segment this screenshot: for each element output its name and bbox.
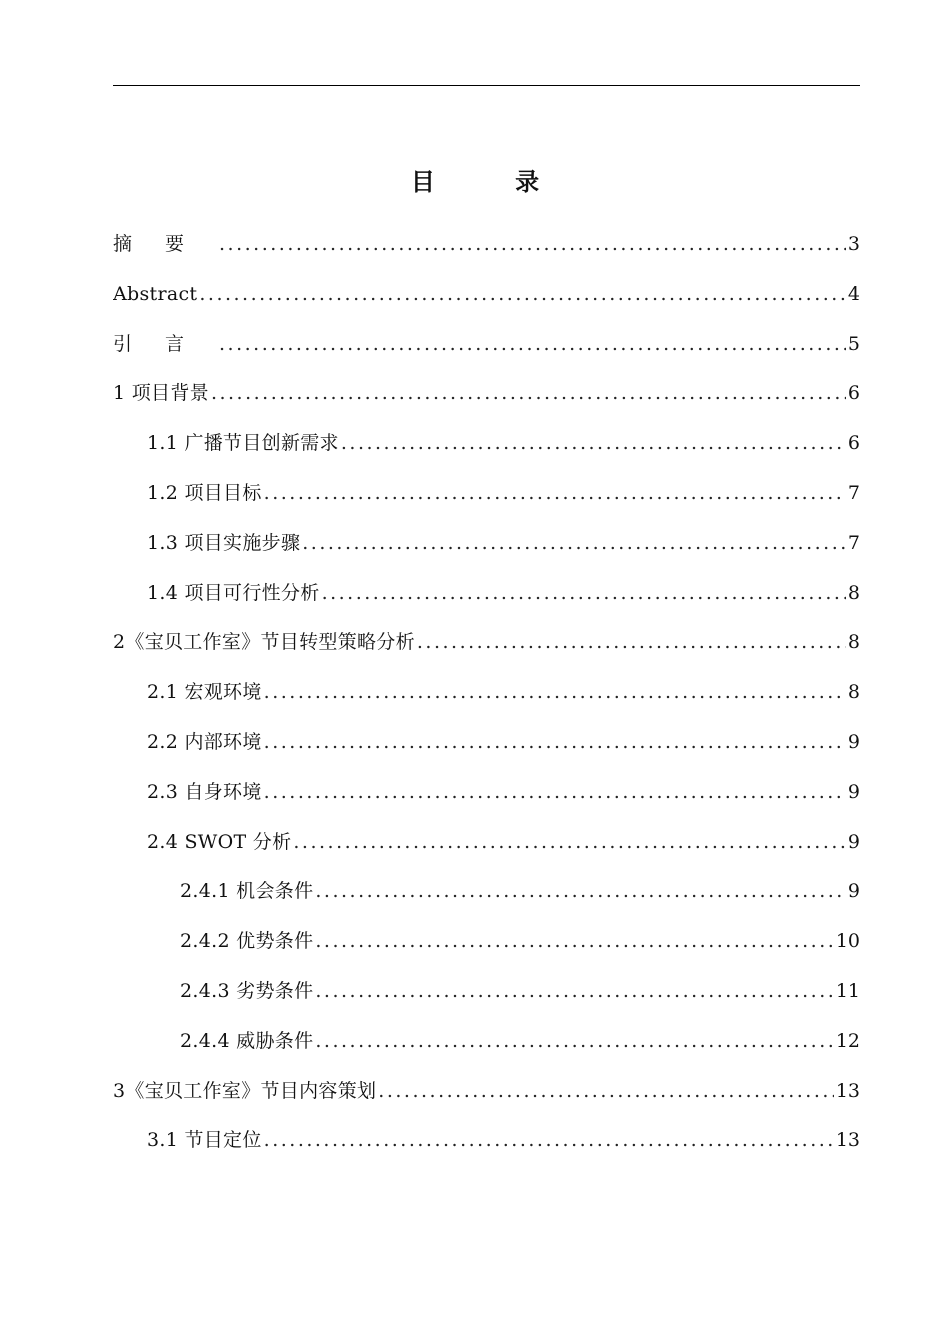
toc-entry-label: 2.3 自身环境 (147, 780, 262, 803)
toc-page-number: 11 (835, 979, 860, 1002)
toc-dot-leader (264, 774, 846, 810)
toc-entry-label: 1.1 广播节目创新需求 (147, 432, 339, 455)
toc-entry[interactable] (113, 425, 860, 475)
toc-entry-label: 3《宝贝工作室》节目内容策划 (113, 1079, 377, 1102)
toc-dot-leader (315, 1023, 833, 1059)
toc-dot-leader (264, 674, 846, 710)
toc-dot-leader (302, 525, 846, 561)
toc-entry[interactable] (113, 1023, 860, 1073)
toc-page-number: 12 (835, 1029, 860, 1052)
toc-dot-leader (219, 326, 846, 362)
toc-page-number: 13 (835, 1129, 860, 1152)
toc-dot-leader (322, 575, 846, 611)
toc-dot-leader (199, 276, 846, 312)
toc-entry[interactable] (113, 774, 860, 824)
toc-page-number: 7 (847, 481, 860, 504)
toc-entry-label: 2.2 内部环境 (147, 730, 262, 753)
toc-entry[interactable] (113, 575, 860, 625)
toc-page-number: 8 (847, 681, 860, 704)
toc-page-number: 5 (847, 332, 860, 355)
toc-entry[interactable] (113, 824, 860, 874)
toc-entry-label: 3.1 节目定位 (147, 1129, 262, 1152)
toc-entry-label: 1 项目背景 (113, 382, 209, 405)
toc-entry[interactable] (113, 475, 860, 525)
toc-entry[interactable] (113, 873, 860, 923)
toc-page-number: 13 (835, 1079, 860, 1102)
toc-page-number: 6 (847, 382, 860, 405)
toc-dot-leader (264, 1122, 834, 1158)
toc-dot-leader (378, 1073, 834, 1109)
toc-entry[interactable] (113, 923, 860, 973)
toc-dot-leader (315, 873, 846, 909)
toc-entry-label: 2《宝贝工作室》节目转型策略分析 (113, 631, 415, 654)
toc-entry[interactable] (113, 525, 860, 575)
header-rule (113, 85, 860, 86)
toc-entry-label: 1.4 项目可行性分析 (147, 581, 320, 604)
toc-dot-leader (293, 824, 846, 860)
toc-page-number: 9 (847, 880, 860, 903)
toc-entry[interactable] (113, 624, 860, 674)
toc-page-number: 10 (835, 930, 860, 953)
toc-page-number: 9 (847, 780, 860, 803)
toc-page-number: 8 (847, 631, 860, 654)
toc-dot-leader (264, 475, 846, 511)
toc-entry[interactable] (113, 226, 860, 276)
toc-page-number: 4 (847, 282, 860, 305)
table-of-contents (113, 226, 860, 1172)
toc-entry[interactable] (113, 375, 860, 425)
toc-dot-leader (417, 624, 846, 660)
toc-dot-leader (219, 226, 846, 262)
toc-page-number: 3 (847, 233, 860, 255)
toc-dot-leader (315, 923, 833, 959)
toc-entry-label: 2.4.1 机会条件 (180, 880, 314, 903)
toc-entry-label: 2.4.2 优势条件 (180, 930, 314, 953)
toc-entry-label: 2.4 SWOT 分析 (147, 830, 292, 853)
toc-entry[interactable] (113, 1122, 860, 1172)
toc-entry[interactable] (113, 326, 860, 376)
toc-page-number: 9 (847, 730, 860, 753)
toc-title: 目 录 (410, 168, 576, 197)
toc-entry-label: 引言 (113, 332, 218, 355)
toc-entry[interactable] (113, 724, 860, 774)
toc-entry[interactable] (113, 674, 860, 724)
toc-entry-label: 1.2 项目目标 (147, 481, 262, 504)
toc-page-number: 8 (847, 581, 860, 604)
toc-page-number: 9 (847, 830, 860, 853)
toc-entry-label: 1.3 项目实施步骤 (147, 531, 301, 554)
toc-entry-label: 摘要 (113, 233, 218, 255)
toc-entry[interactable] (113, 1073, 860, 1123)
toc-page-number: 7 (847, 531, 860, 554)
toc-entry[interactable] (113, 973, 860, 1023)
toc-page-number: 6 (847, 432, 860, 455)
toc-dot-leader (211, 375, 846, 411)
toc-dot-leader (315, 973, 833, 1009)
toc-entry[interactable] (113, 276, 860, 326)
toc-dot-leader (341, 425, 846, 461)
toc-entry-label: 2.4.3 劣势条件 (180, 979, 314, 1002)
toc-entry-label: Abstract (113, 282, 198, 305)
toc-entry-label: 2.1 宏观环境 (147, 681, 262, 704)
toc-entry-label: 2.4.4 威胁条件 (180, 1029, 314, 1052)
toc-dot-leader (264, 724, 846, 760)
